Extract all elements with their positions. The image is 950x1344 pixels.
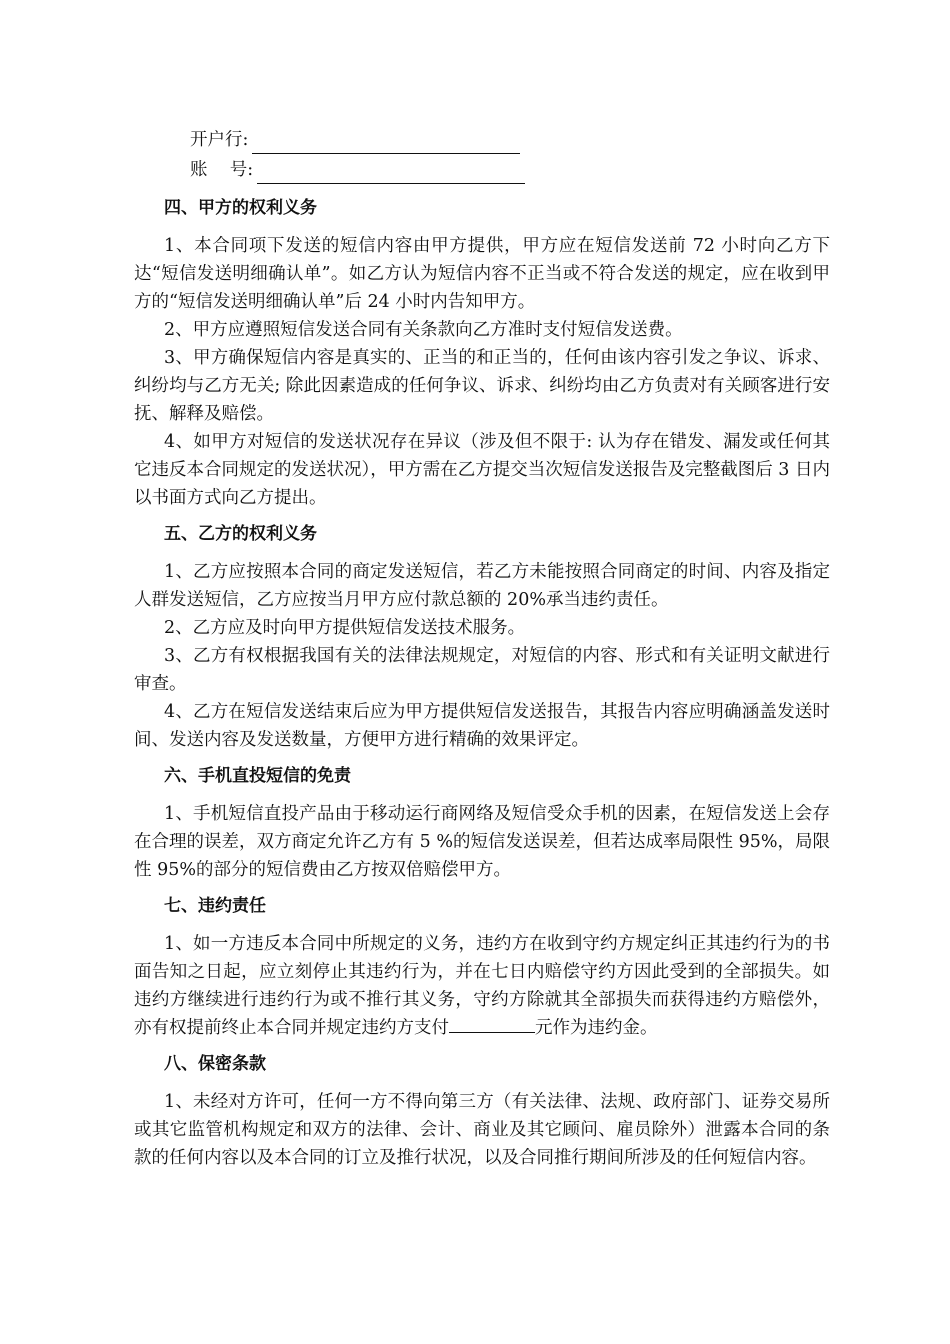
paragraph: 4、如甲方对短信的发送状况存在异议（涉及但不限于: 认为存在错发、漏发或任何其它违反本合同规定的发送状况），甲方需在乙方提交当次短信发送报告及完整截图后 3 日内以书面方式向乙方提出。	[134, 432, 831, 508]
breach-text-before: 1、如一方违反本合同中所规定的义务，违约方在收到守约方规定纠正其违约行为的书面告知之日起，应立刻停止其违约行为，并在七日内赔偿守约方因此受到的全部损失。如违约方继续进行违约行为或不推行其义务，守约方除就其全部损失而获得违约方赔偿外，亦有权提前终止本合同并规定违约方支付	[134, 934, 830, 1038]
paragraph: 1、未经对方许可，任何一方不得向第三方（有关法律、法规、政府部门、证券交易所或其它监管机构规定和双方的法律、会计、商业及其它顾问、雇员除外）泄露本合同的条款的任何内容以及本合同的订立及推行状况，以及合同推行期间所涉及的任何短信内容。	[134, 1092, 830, 1168]
paragraph: 4、乙方在短信发送结束后应为甲方提供短信发送报告，其报告内容应明确涵盖发送时间、发送内容及发送数量，方便甲方进行精确的效果评定。	[134, 702, 830, 750]
section-heading: 五、乙方的权利义务	[164, 524, 317, 544]
paragraph: 3、甲方确保短信内容是真实的、正当的和正当的，任何由该内容引发之争议、诉求、纠纷均与乙方无关; 除此因素造成的任何争议、诉求、纠纷均由乙方负责对有关顾客进行安抚、解释及赔偿。	[134, 348, 830, 424]
section-confidentiality	[134, 1050, 830, 1172]
bank-field	[134, 124, 830, 154]
account-blank-line	[257, 163, 525, 184]
section-breach	[134, 892, 830, 1042]
paragraph	[134, 930, 830, 1042]
paragraph: 2、乙方应及时向甲方提供短信发送技术服务。	[164, 618, 526, 638]
section-heading: 六、手机直投短信的免责	[164, 766, 351, 786]
paragraph: 1、手机短信直投产品由于移动运行商网络及短信受众手机的因素，在短信发送上会存在合理的误差，双方商定允许乙方有 5 %的短信发送误差，但若达成率局限性 95%，局限性 95%的部分的短信费由乙方按双倍赔偿甲方。	[134, 804, 830, 880]
bank-label: 开户行:	[190, 130, 249, 150]
section-disclaimer	[134, 762, 830, 884]
section-party-b	[134, 520, 830, 754]
account-field	[134, 154, 830, 184]
paragraph: 2、甲方应遵照短信发送合同有关条款向乙方准时支付短信发送费。	[164, 320, 683, 340]
penalty-amount-blank	[449, 1014, 535, 1033]
bank-blank-line	[252, 133, 520, 154]
paragraph: 1、乙方应按照本合同的商定发送短信，若乙方未能按照合同商定的时间、内容及指定人群发送短信，乙方应按当月甲方应付款总额的 20%承当违约责任。	[134, 562, 830, 610]
section-heading: 四、甲方的权利义务	[164, 198, 317, 218]
contract-body	[134, 124, 830, 1180]
section-heading: 七、违约责任	[164, 896, 266, 916]
section-heading: 八、保密条款	[164, 1054, 266, 1074]
paragraph: 1、本合同项下发送的短信内容由甲方提供，甲方应在短信发送前 72 小时向乙方下达“短信发送明细确认单”。如乙方认为短信内容不正当或不符合发送的规定，应在收到甲方的“短信发送明细确认单”后 24 小时内告知甲方。	[134, 236, 830, 312]
account-label: 账 号:	[190, 160, 254, 180]
breach-text-after: 元作为违约金。	[535, 1018, 658, 1038]
section-party-a	[134, 194, 830, 512]
paragraph: 3、乙方有权根据我国有关的法律法规规定，对短信的内容、形式和有关证明文献进行审查。	[134, 646, 830, 694]
